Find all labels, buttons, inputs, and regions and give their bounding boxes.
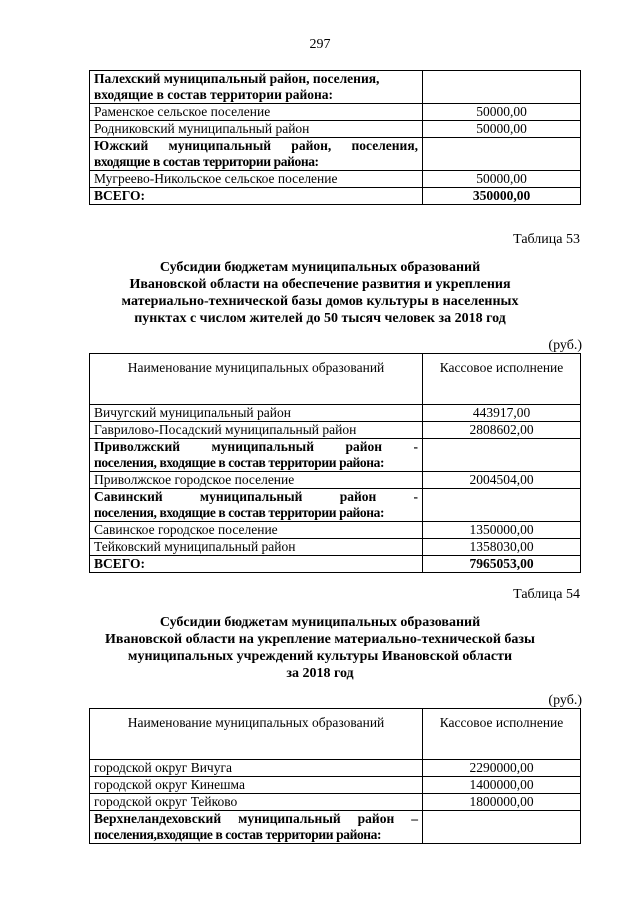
group-row: [90, 71, 581, 104]
cell-value: 1400000,00: [423, 777, 581, 794]
cell-value: 1358030,00: [423, 539, 581, 556]
header-value: Кассовое исполнение: [423, 354, 581, 405]
table-row: [90, 472, 581, 489]
cell-name-line: Палехский муниципальный район, поселения,: [94, 71, 380, 86]
table-row: [90, 760, 581, 777]
table-53-label: Таблица 53: [513, 232, 580, 247]
cell-name: Тейковский муниципальный район: [90, 539, 423, 556]
cell-name-line: входящие в состав территории района:: [94, 154, 319, 169]
table-row: [90, 539, 581, 556]
group-row: [90, 439, 581, 472]
table-header-row: [90, 354, 581, 405]
cell-value: 443917,00: [423, 405, 581, 422]
cell-value: 350000,00: [423, 188, 581, 205]
cell-value: 1800000,00: [423, 794, 581, 811]
table-row: [90, 794, 581, 811]
table-54: [89, 708, 581, 844]
cell-name-line: поселения,входящие в состав территории района:: [94, 827, 382, 842]
header-name: Наименование муниципальных образований: [90, 709, 423, 760]
table-53-title: [60, 259, 580, 327]
cell-value: 7965053,00: [423, 556, 581, 573]
table-54-label: Таблица 54: [513, 587, 580, 602]
table-row: [90, 121, 581, 138]
cell-value: [423, 811, 581, 844]
table-row: [90, 405, 581, 422]
cell-name: Савинское городское поселение: [90, 522, 423, 539]
table-54-title: [60, 614, 580, 682]
page-number: 297: [309, 37, 331, 52]
cell-name: городской округ Тейково: [90, 794, 423, 811]
cell-name: Мугреево-Никольское сельское поселение: [90, 171, 423, 188]
cell-name: городской округ Кинешма: [90, 777, 423, 794]
cell-name: [90, 439, 423, 472]
top-table: [89, 70, 581, 205]
cell-name-line: входящие в состав территории района:: [94, 87, 334, 102]
table-row: [90, 171, 581, 188]
group-row: [90, 489, 581, 522]
table-54-title-line: Субсидии бюджетам муниципальных образований: [159, 615, 481, 630]
cell-name-line: поселения, входящие в состав территории района:: [94, 455, 385, 470]
cell-name: [90, 811, 423, 844]
table-53-unit: (руб.): [548, 338, 582, 353]
group-row: [90, 138, 581, 171]
cell-name: Гаврилово-Посадский муниципальный район: [90, 422, 423, 439]
cell-name-line: Приволжский муниципальный район -: [94, 439, 418, 454]
table-row: [90, 104, 581, 121]
table-row: [90, 422, 581, 439]
cell-name-line: Савинский муниципальный район -: [94, 489, 418, 504]
cell-name-line: поселения, входящие в состав территории района:: [94, 505, 385, 520]
cell-value: 2004504,00: [423, 472, 581, 489]
cell-value: [423, 71, 581, 104]
table-54-title-line: за 2018 год: [286, 666, 354, 681]
table-53-title-line: Субсидии бюджетам муниципальных образований: [159, 260, 481, 275]
cell-name-line: Верхнеландеховский муниципальный район –: [94, 811, 418, 826]
cell-value: 1350000,00: [423, 522, 581, 539]
cell-name: городской округ Вичуга: [90, 760, 423, 777]
cell-name: ВСЕГО:: [90, 556, 423, 573]
cell-value: 50000,00: [423, 104, 581, 121]
table-row: [90, 777, 581, 794]
cell-name: Родниковский муниципальный район: [90, 121, 423, 138]
header-name: Наименование муниципальных образований: [90, 354, 423, 405]
total-row: [90, 188, 581, 205]
group-row: [90, 811, 581, 844]
cell-name: [90, 138, 423, 171]
table-53-title-line: материально-технической базы домов культуры в населенных: [121, 294, 519, 309]
table-header-row: [90, 709, 581, 760]
cell-name: Раменское сельское поселение: [90, 104, 423, 121]
cell-name: Вичугский муниципальный район: [90, 405, 423, 422]
cell-value: [423, 489, 581, 522]
table-54-unit: (руб.): [548, 693, 582, 708]
table-54-title-line: Ивановской области на укрепление материально-технической базы: [105, 632, 535, 647]
cell-value: 2290000,00: [423, 760, 581, 777]
cell-value: 50000,00: [423, 121, 581, 138]
table-53: [89, 353, 581, 573]
cell-value: [423, 439, 581, 472]
table-53-title-line: Ивановской области на обеспечение развития и укрепления: [129, 277, 511, 292]
cell-name-line: Южский муниципальный район, поселения,: [94, 138, 418, 153]
cell-value: 50000,00: [423, 171, 581, 188]
cell-name: [90, 489, 423, 522]
cell-name: ВСЕГО:: [90, 188, 423, 205]
table-54-title-line: муниципальных учреждений культуры Ивановской области: [127, 649, 513, 664]
cell-name: Приволжское городское поселение: [90, 472, 423, 489]
cell-name: [90, 71, 423, 104]
cell-value: [423, 138, 581, 171]
cell-value: 2808602,00: [423, 422, 581, 439]
table-row: [90, 522, 581, 539]
total-row: [90, 556, 581, 573]
table-53-title-line: пунктах с числом жителей до 50 тысяч человек за 2018 год: [134, 311, 506, 326]
header-value: Кассовое исполнение: [423, 709, 581, 760]
